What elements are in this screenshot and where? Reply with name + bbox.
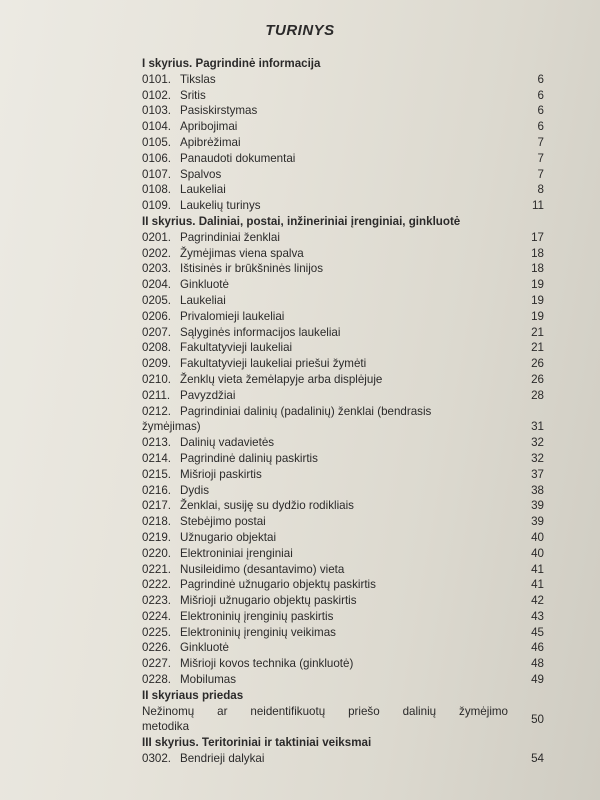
entry-label-line1: Nežinomų ar neidentifikuotų priešo dalinių žymėjimo	[142, 704, 508, 718]
entry-label: Apribojimai	[180, 120, 238, 134]
entry-label-line2: metodika	[142, 720, 190, 734]
entry-number: 0107.	[142, 167, 172, 181]
page-number: 26	[531, 372, 544, 386]
section-title: III skyrius. Teritoriniai ir taktiniai veiksmai	[142, 736, 372, 750]
entry-label: Ginkluotė	[180, 278, 229, 292]
entry-number: 0226.	[142, 641, 172, 655]
entry-number: 0227.	[142, 657, 172, 671]
toc-entry	[142, 325, 552, 341]
entry-label: Elektroninių įrenginių veikimas	[180, 625, 336, 639]
toc-entry	[142, 372, 552, 388]
toc-entry	[142, 435, 552, 451]
page-number: 32	[531, 451, 544, 465]
toc-entry	[142, 467, 552, 483]
page-number: 37	[531, 467, 544, 481]
entry-label: Mobilumas	[180, 673, 237, 687]
entry-label: Užnugario objektai	[180, 530, 277, 544]
page-number: 49	[531, 673, 544, 687]
page-number: 6	[537, 88, 544, 102]
page-number: 6	[537, 120, 544, 134]
toc-entry	[142, 530, 552, 546]
page-number: 38	[531, 483, 544, 497]
entry-label: Elektroniniai įrenginiai	[180, 546, 293, 560]
page-number: 39	[531, 499, 544, 513]
entry-number: 0228.	[142, 673, 172, 687]
entry-number: 0217.	[142, 499, 172, 513]
entry-label: Pagrindiniai ženklai	[180, 230, 280, 244]
entry-number: 0207.	[142, 325, 172, 339]
toc-entry	[142, 119, 552, 135]
entry-number: 0219.	[142, 530, 172, 544]
toc-entry	[142, 88, 552, 104]
entry-number: 0106.	[142, 151, 172, 165]
page-number: 40	[531, 530, 544, 544]
entry-label: Pagrindinė dalinių paskirtis	[180, 451, 318, 465]
page-number: 21	[531, 325, 544, 339]
toc-entry	[142, 562, 552, 578]
page-number: 39	[531, 515, 544, 529]
entry-label-line2: žymėjimas)	[142, 420, 201, 434]
toc-section-heading	[142, 56, 552, 72]
entry-label: Bendrieji dalykai	[180, 752, 265, 766]
entry-label: Ženklų vieta žemėlapyje arba displėjuje	[180, 372, 383, 386]
entry-label-line1: Pagrindiniai dalinių (padalinių) ženklai (bendrasis	[180, 404, 432, 418]
entry-number: 0101.	[142, 72, 172, 86]
entry-label: Ženklai, susiję su dydžio rodikliais	[180, 499, 354, 513]
entry-label: Apibrėžimai	[180, 135, 241, 149]
entry-number: 0105.	[142, 135, 172, 149]
toc-entry	[142, 498, 552, 514]
toc-entry	[142, 246, 552, 262]
toc-entry	[142, 198, 552, 214]
toc-entry	[142, 704, 552, 736]
toc-entry	[142, 388, 552, 404]
toc-entry	[142, 577, 552, 593]
entry-label: Ištisinės ir brūkšninės linijos	[180, 262, 324, 276]
toc-entry	[142, 277, 552, 293]
page-number: 32	[531, 436, 544, 450]
toc-entry	[142, 103, 552, 119]
page-number: 54	[531, 752, 544, 766]
entry-label: Panaudoti dokumentai	[180, 151, 296, 165]
page-number: 19	[531, 293, 544, 307]
toc-entry	[142, 609, 552, 625]
toc-entry	[142, 72, 552, 88]
entry-number: 0221.	[142, 562, 172, 576]
entry-number: 0203.	[142, 262, 172, 276]
entry-number: 0216.	[142, 483, 172, 497]
toc-entry	[142, 356, 552, 372]
entry-label: Fakultatyvieji laukeliai priešui žymėti	[180, 357, 367, 371]
entry-label: Dalinių vadavietės	[180, 436, 275, 450]
entry-number: 0102.	[142, 88, 172, 102]
page-number: 19	[531, 309, 544, 323]
entry-number: 0225.	[142, 625, 172, 639]
page-number: 11	[531, 199, 544, 213]
page-number: 48	[531, 657, 544, 671]
page-number: 46	[531, 641, 544, 655]
entry-number: 0210.	[142, 372, 172, 386]
entry-label: Sritis	[180, 88, 206, 102]
page-number: 18	[531, 246, 544, 260]
entry-label: Privalomieji laukeliai	[180, 309, 285, 323]
table-of-contents	[142, 56, 552, 767]
section-title: II skyrius. Daliniai, postai, inžineriniai įrenginiai, ginkluotė	[142, 214, 461, 228]
toc-section-heading	[142, 214, 552, 230]
entry-number: 0223.	[142, 594, 172, 608]
page-number: 28	[531, 388, 544, 402]
toc-entry	[142, 293, 552, 309]
entry-number: 0218.	[142, 515, 172, 529]
toc-entry	[142, 546, 552, 562]
entry-label: Mišrioji kovos technika (ginkluotė)	[180, 657, 354, 671]
entry-label: Stebėjimo postai	[180, 515, 266, 529]
entry-number: 0222.	[142, 578, 172, 592]
page-number: 7	[537, 135, 544, 149]
entry-number: 0213.	[142, 436, 172, 450]
entry-number: 0104.	[142, 120, 172, 134]
toc-entry	[142, 167, 552, 183]
entry-number: 0204.	[142, 278, 172, 292]
entry-number: 0103.	[142, 104, 172, 118]
entry-number: 0205.	[142, 293, 172, 307]
entry-label: Dydis	[180, 483, 209, 497]
entry-number: 0201.	[142, 230, 172, 244]
toc-entry	[142, 182, 552, 198]
entry-label: Pasiskirstymas	[180, 104, 258, 118]
entry-number: 0212.	[142, 404, 172, 418]
entry-number: 0220.	[142, 546, 172, 560]
toc-entry	[142, 451, 552, 467]
page-number: 45	[531, 625, 544, 639]
page-number: 7	[537, 151, 544, 165]
entry-number: 0109.	[142, 199, 172, 213]
page-number: 6	[537, 104, 544, 118]
toc-entry	[142, 593, 552, 609]
entry-number: 0206.	[142, 309, 172, 323]
toc-entry	[142, 483, 552, 499]
entry-label: Spalvos	[180, 167, 222, 181]
toc-entry	[142, 230, 552, 246]
entry-label: Sąlyginės informacijos laukeliai	[180, 325, 341, 339]
page-number: 43	[531, 609, 544, 623]
page-number: 42	[531, 594, 544, 608]
entry-number: 0302.	[142, 752, 172, 766]
entry-label: Mišrioji paskirtis	[180, 467, 262, 481]
entry-label: Fakultatyvieji laukeliai	[180, 341, 293, 355]
entry-number: 0215.	[142, 467, 172, 481]
toc-entry	[142, 261, 552, 277]
page-number: 41	[531, 578, 544, 592]
entry-label: Laukeliai	[180, 183, 226, 197]
entry-label: Pagrindinė užnugario objektų paskirtis	[180, 578, 376, 592]
toc-section-heading	[142, 688, 552, 704]
entry-number: 0209.	[142, 357, 172, 371]
toc-section-heading	[142, 735, 552, 751]
page-number: 50	[531, 712, 544, 726]
page-number: 8	[537, 183, 544, 197]
entry-number: 0214.	[142, 451, 172, 465]
entry-label: Mišrioji užnugario objektų paskirtis	[180, 594, 357, 608]
toc-entry	[142, 640, 552, 656]
page-number: 7	[537, 167, 544, 181]
page-number: 26	[531, 357, 544, 371]
page-number: 18	[531, 262, 544, 276]
page-number: 6	[537, 72, 544, 86]
toc-entry	[142, 672, 552, 688]
entry-number: 0108.	[142, 183, 172, 197]
entry-number: 0208.	[142, 341, 172, 355]
entry-label: Ginkluotė	[180, 641, 229, 655]
page-number: 41	[531, 562, 544, 576]
page-number: 21	[531, 341, 544, 355]
toc-entry	[142, 309, 552, 325]
toc-entry	[142, 751, 552, 767]
page-number: 19	[531, 278, 544, 292]
entry-label	[142, 704, 508, 736]
page-number: 31	[531, 420, 544, 434]
toc-entry	[142, 340, 552, 356]
entry-label: Žymėjimas viena spalva	[180, 246, 304, 260]
entry-number: 0211.	[142, 388, 171, 402]
page-title: TURINYS	[265, 22, 335, 39]
entry-number: 0202.	[142, 246, 172, 260]
entry-label: Elektroninių įrenginių paskirtis	[180, 609, 334, 623]
toc-entry	[142, 656, 552, 672]
toc-entry	[142, 625, 552, 641]
toc-entry	[142, 514, 552, 530]
section-title: I skyrius. Pagrindinė informacija	[142, 57, 321, 70]
page-number: 40	[531, 546, 544, 560]
page-number: 17	[531, 230, 544, 244]
toc-entry	[142, 135, 552, 151]
entry-label: Laukeliai	[180, 293, 226, 307]
entry-label: Nusileidimo (desantavimo) vieta	[180, 562, 345, 576]
entry-number: 0224.	[142, 609, 172, 623]
section-title: II skyriaus priedas	[142, 688, 244, 702]
toc-entry	[142, 151, 552, 167]
entry-label: Tikslas	[180, 72, 216, 86]
entry-label: Laukelių turinys	[180, 199, 261, 213]
toc-entry	[142, 404, 552, 436]
entry-label: Pavyzdžiai	[180, 388, 236, 402]
